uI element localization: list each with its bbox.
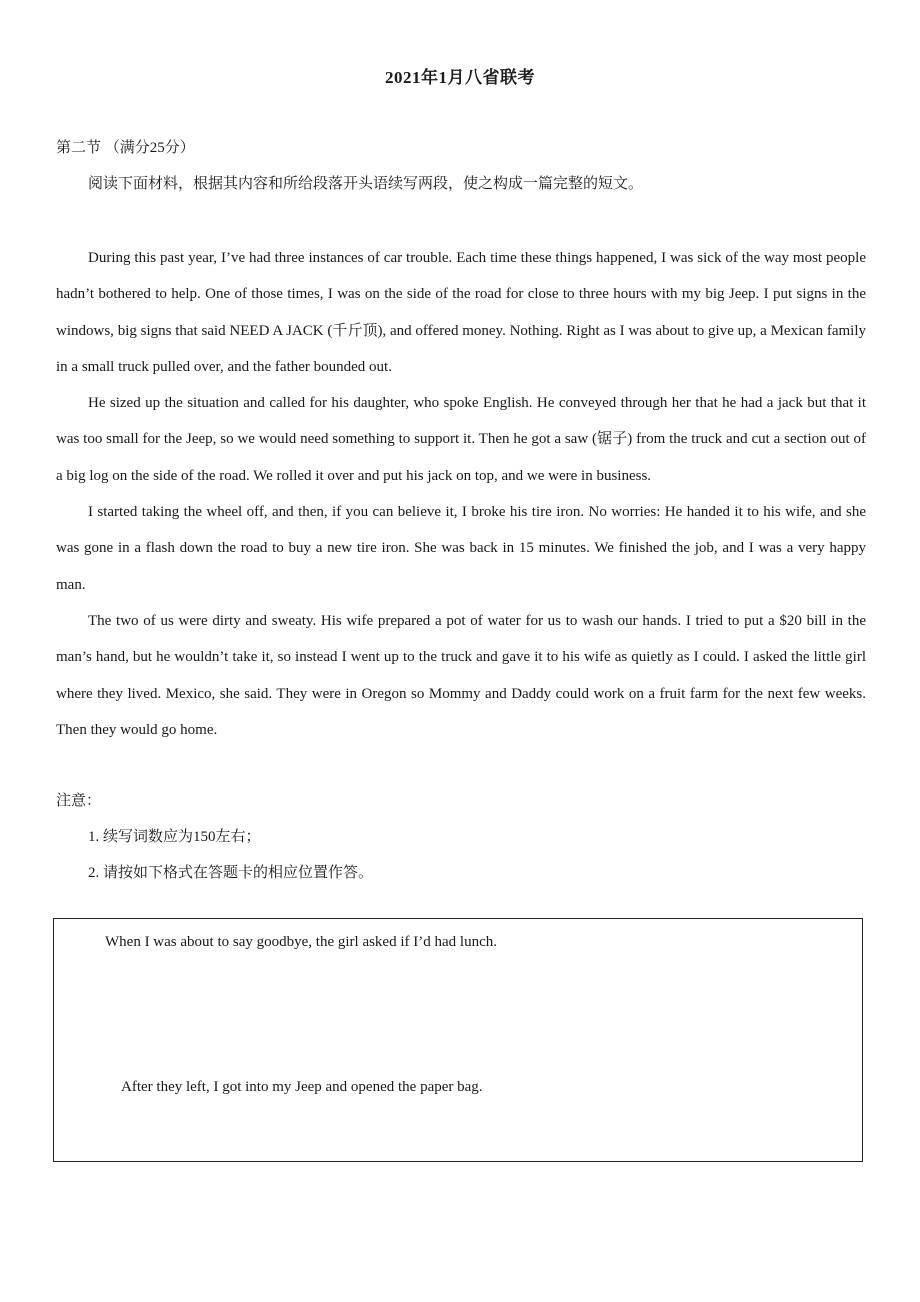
document-title: 2021年1月八省联考: [385, 68, 535, 87]
reading-passage: [56, 240, 866, 748]
passage-paragraph: The two of us were dirty and sweaty. His wife prepared a pot of water for us to wash our hands. I tried to put a $20 bill in the man’s hand, but he wouldn’t take it, so instead I went up to the truck and gave it to his wife as quietly as I could. I asked the little girl where they lived. Mexico, she said. They were in Oregon so Mommy and Daddy could work on a fruit farm for the next few weeks. Then they would go home.: [56, 612, 866, 738]
passage-paragraph: He sized up the situation and called for his daughter, who spoke English. He conveyed through her that he had a jack but that it was too small for the Jeep, so we would need something to support it. Then he got a saw (锯子) from the truck and cut a section out of a big log on the side of the road. We rolled it over and put his jack on top, and we were in business.: [56, 395, 866, 484]
section-heading: 第二节 （满分25分）: [56, 140, 195, 156]
note-item: 1. 续写词数应为150左右；: [88, 829, 261, 845]
task-instruction: 阅读下面材料，根据其内容和所给段落开头语续写两段，使之构成一篇完整的短文。: [88, 176, 644, 192]
paragraph-starter-2: After they left, I got into my Jeep and opened the paper bag.: [121, 1079, 483, 1095]
passage-paragraph: I started taking the wheel off, and then, if you can believe it, I broke his tire iron. No worries: He handed it to his wife, and she was gone in a flash down the road to buy a new tire iron. She was back in 15 minutes. We finished the job, and I was a very happy man.: [56, 504, 866, 593]
answer-box: [53, 918, 863, 1162]
notes-label: 注意：: [56, 793, 102, 809]
note-item: 2. 请按如下格式在答题卡的相应位置作答。: [88, 865, 374, 881]
paragraph-starter-1: When I was about to say goodbye, the girl asked if I’d had lunch.: [105, 934, 497, 950]
passage-paragraph: During this past year, I’ve had three instances of car trouble. Each time these things happened, I was sick of the way most people hadn’t bothered to help. One of those times, I was on the side of the road for close to three hours with my big Jeep. I put signs in the windows, big signs that said NEED A JACK (千斤顶), and offered money. Nothing. Right as I was about to give up, a Mexican family in a small truck pulled over, and the father bounded out.: [56, 250, 866, 375]
